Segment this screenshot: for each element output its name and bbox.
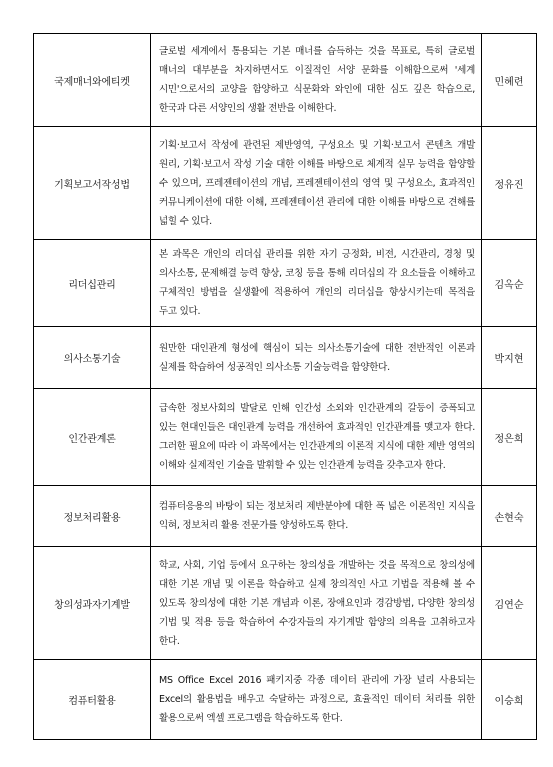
course-description: 학교, 사회, 기업 등에서 요구하는 창의성을 개발하는 것을 목적으로 창의성에 대한 기본 개념 및 이론을 학습하고 실제 창의적인 사고 기법을 적용해 볼 수 있도록 창의성에 대한 기본 개념과 이론, 장애요인과 경감방법, 다양한 창의성 기법 및 적용 등을 학습하여 수강자들의 자기계발 함양의 의욕을 고취하고자 한다. <box>151 547 482 660</box>
course-description: MS Office Excel 2016 패키지중 각종 데이터 관리에 가장 널리 사용되는 Excel의 활용법을 배우고 숙달하는 과정으로, 효율적인 데이터 처리를 위한 활용으로써 엑셀 프로그램을 학습하도록 한다. <box>151 660 482 740</box>
course-name: 기획보고서작성법 <box>34 127 151 240</box>
professor-name: 정은희 <box>482 389 537 486</box>
course-name: 창의성과자기계발 <box>34 547 151 660</box>
professor-name: 손현숙 <box>482 486 537 547</box>
table-row <box>34 240 537 327</box>
professor-name: 김연순 <box>482 547 537 660</box>
course-description: 컴퓨터응용의 바탕이 되는 정보처리 제반분야에 대한 폭 넓은 이론적인 지식을 익혀, 정보처리 활용 전문가를 양성하도록 한다. <box>151 486 482 547</box>
course-description: 글로벌 세계에서 통용되는 기본 매너를 습득하는 것을 목표로, 특히 글로벌 매너의 대부분을 차지하면서도 이질적인 서양 문화를 이해함으로써 '세계 시민'으로서의 교양을 함양하고 식문화와 와인에 대한 심도 깊은 학습으로, 한국과 다른 서양인의 생활 전반을 이해한다. <box>151 34 482 127</box>
professor-name: 민혜련 <box>482 34 537 127</box>
course-name: 의사소통기술 <box>34 327 151 389</box>
table-row <box>34 486 537 547</box>
professor-name: 이승희 <box>482 660 537 740</box>
course-name: 국제매너와에티켓 <box>34 34 151 127</box>
course-table <box>33 33 537 740</box>
table-row <box>34 127 537 240</box>
course-description: 기획·보고서 작성에 관련된 제반영역, 구성요소 및 기획·보고서 콘텐츠 개발 원리, 기획·보고서 작성 기술 대한 이해를 바탕으로 체계적 실무 능력을 함양할 수 있으며, 프레젠테이션의 개념, 프레젠테이션의 영역 및 구성요소, 효과적인 커뮤니케이션에 대한 이해, 프레젠테이션 관리에 대한 이해를 바탕으로 견해를 넓힐 수 있다. <box>151 127 482 240</box>
course-description: 원만한 대인관계 형성에 핵심이 되는 의사소통기술에 대한 전반적인 이론과 실제를 학습하여 성공적인 의사소통 기술능력을 함양한다. <box>151 327 482 389</box>
table-row <box>34 660 537 740</box>
table-row <box>34 34 537 127</box>
course-name: 인간관계론 <box>34 389 151 486</box>
course-description: 급속한 정보사회의 발달로 인해 인간성 소외와 인간관계의 갈등이 증폭되고 있는 현대인들은 대인관계 능력을 개선하여 효과적인 인간관계를 맺고자 한다. 그러한 필요에 따라 이 과목에서는 인간관계의 이론적 지식에 대한 제반 영역의 이해와 실제적인 기술을 발휘할 수 있는 인간관계 능력을 갖추고자 한다. <box>151 389 482 486</box>
professor-name: 박지현 <box>482 327 537 389</box>
course-name: 리더십관리 <box>34 240 151 327</box>
table-row <box>34 327 537 389</box>
course-name: 정보처리활용 <box>34 486 151 547</box>
professor-name: 김옥순 <box>482 240 537 327</box>
professor-name: 정유진 <box>482 127 537 240</box>
table-row <box>34 389 537 486</box>
course-name: 컴퓨터활용 <box>34 660 151 740</box>
course-description: 본 과목은 개인의 리더십 관리를 위한 자기 긍정화, 비전, 시간관리, 경청 및 의사소통, 문제해결 능력 향상, 코칭 등을 통해 리더십의 각 요소들을 이해하고 구체적인 방법을 실생활에 적용하여 개인의 리더십을 향상시키는데 목적을 두고 있다. <box>151 240 482 327</box>
table-row <box>34 547 537 660</box>
